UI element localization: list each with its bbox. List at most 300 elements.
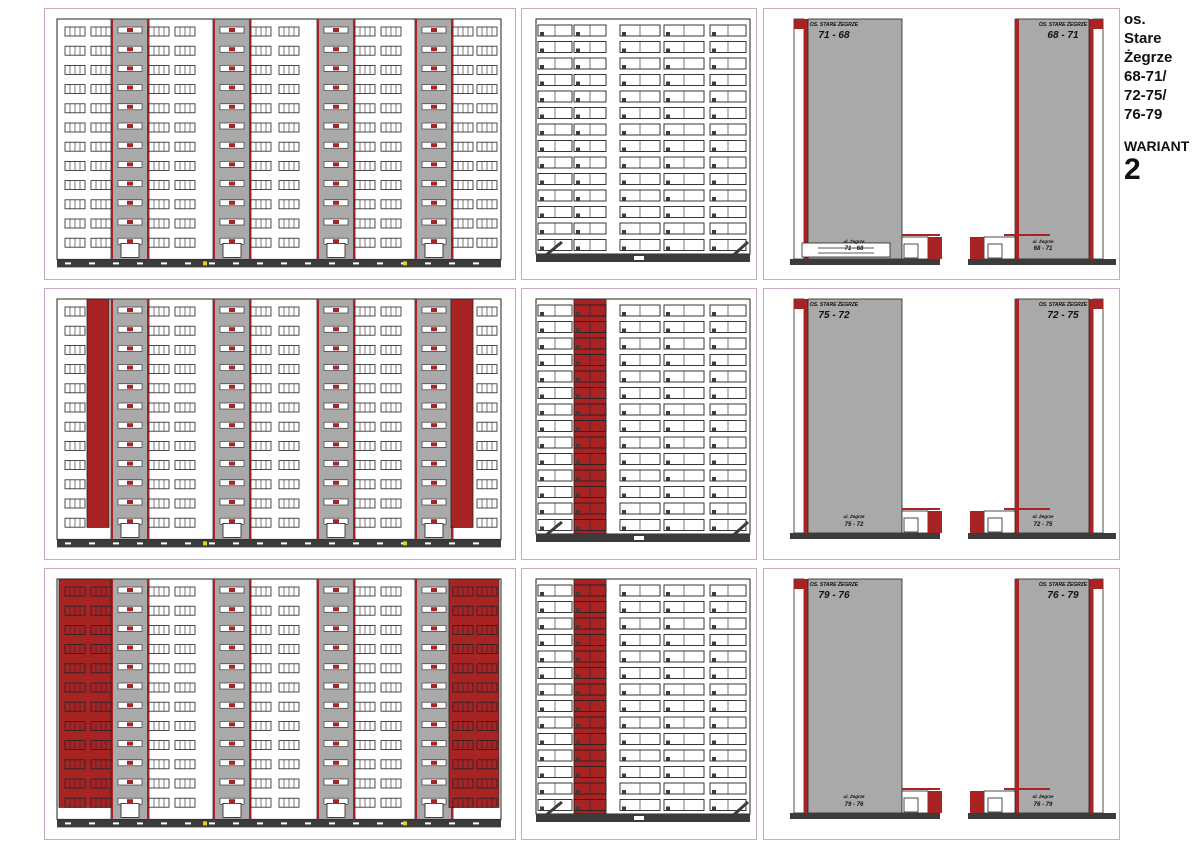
core-window-panel [333,66,339,70]
loggia-post [622,82,626,86]
core-window-panel [333,423,339,427]
plinth [57,259,501,267]
loggia-post [712,247,716,251]
basement-window [209,542,215,544]
core-window-panel [127,404,133,408]
loggia-post [622,790,626,794]
gable-edge-red [804,299,808,533]
loggia-post [576,181,580,185]
loggia-post [622,148,626,152]
porch-red [928,791,942,813]
entrance-door [223,523,241,537]
core-window-panel [431,143,437,147]
lamp [203,821,207,825]
basement-window [473,822,479,824]
core-window-panel [127,780,133,784]
basement-window [353,542,359,544]
core-window-panel [229,346,235,350]
building-numbers-1: 68-71/ [1124,68,1167,85]
facade [57,579,501,827]
loggia-post [666,658,670,662]
porch-red [970,791,984,813]
core-window-panel [431,626,437,630]
loggia-post [622,708,626,712]
core-window-panel [333,442,339,446]
loggia-post [666,592,670,596]
loggia-post [622,312,626,316]
entrance-door [425,523,443,537]
gable-right-street: ul. Żegrze [1032,514,1054,519]
rear-outline [536,579,750,814]
loggia-post [540,131,544,135]
porch-door [988,518,1002,532]
gable-cap [794,579,806,589]
loggia-post [622,675,626,679]
gable-wall [808,19,902,259]
core-window-panel [333,665,339,669]
basement-window [257,262,263,264]
core-window-panel [229,366,235,370]
loggia-post [576,609,580,613]
gable-right-estate: OS. STARE ŻEGRZE [1038,582,1088,588]
loggia-post [576,642,580,646]
gable-wall [1015,579,1089,813]
loggia-post [576,164,580,168]
entrance-door [121,803,139,817]
core-window-panel [127,442,133,446]
loggia-post [540,774,544,778]
gable-edge-red [804,579,808,813]
gable-right-street: ul. Żegrze [1032,794,1054,799]
gable-elevation-drawing-3 [764,569,1119,839]
loggia-post [666,312,670,316]
core-window-panel [229,182,235,186]
loggia-post [666,724,670,728]
core-window-panel [431,201,437,205]
basement-window [281,822,287,824]
loggia-post [540,32,544,36]
loggia-post [540,675,544,679]
loggia-post [666,362,670,366]
loggia-post [576,98,580,102]
rear-door [634,816,644,820]
loggia-post [540,510,544,514]
rear-elevation-panel-1 [521,8,757,280]
basement-window [281,542,287,544]
loggia-post [712,642,716,646]
basement-window [185,262,191,264]
loggia-post [540,708,544,712]
loggia-post [712,214,716,218]
loggia-post [540,164,544,168]
core-window-panel [431,385,437,389]
gable-wall [808,299,902,533]
porch-door [988,244,1002,258]
variant-number: 2 [1124,153,1141,186]
loggia-post [666,32,670,36]
loggia-post [712,477,716,481]
basement-window [161,822,167,824]
gable-pair [790,299,1116,539]
loggia-post [712,724,716,728]
core-window-panel [333,239,339,243]
gable-wall [1015,299,1089,533]
estate-prefix: os. [1124,11,1146,28]
loggia-post [576,691,580,695]
basement-window [209,822,215,824]
rear-elevation-drawing-1 [522,9,756,279]
core-window-panel [127,665,133,669]
gable-right-numbers: 76 - 79 [1047,590,1079,601]
gable-left-numbers: 79 - 76 [818,590,850,601]
basement-window [473,542,479,544]
loggia-post [712,131,716,135]
core-window-panel [127,500,133,504]
core-window-panel [431,346,437,350]
porch-red [928,511,942,533]
loggia-post [622,592,626,596]
loggia-post [576,708,580,712]
core-window-panel [431,500,437,504]
core-window-panel [127,182,133,186]
loggia-post [540,691,544,695]
loggia-post [666,774,670,778]
loggia-post [540,494,544,498]
loggia-post [666,148,670,152]
rear-outline [536,19,750,254]
loggia-post [666,444,670,448]
loggia-post [540,757,544,761]
gable-elevation-panel-2 [763,288,1120,560]
core-window-panel [127,86,133,90]
gable-edge-red [804,19,808,259]
core-window-panel [127,703,133,707]
porch-door [904,244,918,258]
loggia-post [712,494,716,498]
loggia-post [666,197,670,201]
loggia-post [576,345,580,349]
loggia-post [622,757,626,761]
gable-right-street: ul. Żegrze [1032,239,1054,244]
core-window-panel [431,665,437,669]
loggia-post [666,428,670,432]
loggia-post [622,98,626,102]
loggia-post [666,790,670,794]
loggia-post [540,625,544,629]
core-window-panel [333,124,339,128]
core-window-panel [333,366,339,370]
core-window-panel [127,799,133,803]
loggia-post [576,49,580,53]
loggia-post [622,411,626,415]
core-window-panel [333,761,339,765]
loggia-post [666,329,670,333]
core-window-panel [229,28,235,32]
loggia-post [576,214,580,218]
loggia-post [712,65,716,69]
loggia-post [712,230,716,234]
core-window-panel [333,722,339,726]
core-window-panel [333,86,339,90]
core-window-panel [229,220,235,224]
loggia-post [576,807,580,811]
loggia-post [622,461,626,465]
core-window-panel [229,665,235,669]
loggia-post [712,82,716,86]
core-window-panel [229,86,235,90]
loggia-post [576,461,580,465]
loggia-post [622,807,626,811]
core-window-panel [127,47,133,51]
core-window-panel [333,462,339,466]
loggia-post [576,362,580,366]
basement-window [113,822,119,824]
core-window-panel [127,761,133,765]
loggia-post [712,757,716,761]
core-window-panel [431,703,437,707]
loggia-post [576,65,580,69]
variant-label: WARIANT [1124,138,1190,154]
loggia-post [540,428,544,432]
front-elevation-drawing-3 [45,569,515,839]
rear-elevation-panel-3 [521,568,757,840]
core-window-panel [333,519,339,523]
core-window-panel [431,366,437,370]
entrance-door [223,803,241,817]
rear-elevation-drawing-3 [522,569,756,839]
core-window-panel [431,220,437,224]
gable-right-estate: OS. STARE ŻEGRZE [1038,302,1088,308]
front-elevation-panel-1 [44,8,516,280]
core-window-panel [333,780,339,784]
loggia-post [576,592,580,596]
loggia-post [666,181,670,185]
basement-window [65,822,71,824]
porch-door [988,798,1002,812]
core-window-panel [229,47,235,51]
core-window-panel [431,442,437,446]
loggia-post [712,98,716,102]
loggia-post [540,378,544,382]
loggia-post [622,625,626,629]
basement-window [329,822,335,824]
basement-window [137,822,143,824]
basement-window [89,262,95,264]
loggia-post [666,675,670,679]
loggia-post [712,609,716,613]
core-window-panel [229,742,235,746]
core-window-panel [229,423,235,427]
entrance-door [425,243,443,257]
lamp [403,261,407,265]
red-loggia-stripe [574,579,606,814]
loggia-post [622,691,626,695]
gable-edge-red [1089,19,1093,259]
loggia-post [540,115,544,119]
loggia-post [712,428,716,432]
loggia-post [540,477,544,481]
loggia-post [540,658,544,662]
rear-elevation-panel-2 [521,288,757,560]
gable-edge-red [1089,299,1093,533]
gable-left-entry: 71 - 68 [844,246,864,252]
loggia-post [712,395,716,399]
basement-window [89,542,95,544]
loggia-post [576,774,580,778]
loggia-post [622,428,626,432]
loggia-post [576,395,580,399]
loggia-post [666,65,670,69]
lamp [403,541,407,545]
loggia-post [622,395,626,399]
core-window-panel [333,327,339,331]
basement-window [425,262,431,264]
gable-right-entry: 68 - 71 [1033,246,1053,252]
loggia-post [622,214,626,218]
loggia-post [712,461,716,465]
loggia-post [622,115,626,119]
loggia-post [576,115,580,119]
core-window-panel [333,742,339,746]
gable-side-wall [794,579,804,813]
basement-window [185,542,191,544]
plinth [57,539,501,547]
rear-facade [536,19,750,262]
core-window-panel [431,684,437,688]
core-window-panel [431,86,437,90]
core-window-panel [229,143,235,147]
core-window-panel [431,588,437,592]
loggia-post [712,181,716,185]
loggia-post [666,98,670,102]
building-numbers-3: 76-79 [1124,106,1163,123]
loggia-post [712,658,716,662]
gable-base [790,259,940,265]
loggia-post [712,345,716,349]
basement-window [113,542,119,544]
facade [57,299,501,547]
gable-cap [1091,579,1103,589]
loggia-post [666,807,670,811]
core-window-panel [333,162,339,166]
gable-right-numbers: 72 - 75 [1047,310,1079,321]
loggia-post [540,527,544,531]
core-window-panel [333,308,339,312]
core-window-panel [127,519,133,523]
loggia-post [576,131,580,135]
loggia-post [576,378,580,382]
gable-elevation-drawing-2 [764,289,1119,559]
loggia-post [666,214,670,218]
basement-window [89,822,95,824]
basement-window [353,822,359,824]
gable-left-estate: OS. STARE ŻEGRZE [809,582,859,588]
core-window-panel [229,481,235,485]
core-window-panel [333,703,339,707]
entrance-door [425,803,443,817]
variant-title-block [1124,10,1198,186]
loggia-post [576,658,580,662]
estate-name-1: Stare [1124,30,1162,47]
basement-window [305,822,311,824]
core-window-panel [333,626,339,630]
rear-door [634,256,644,260]
core-window-panel [333,481,339,485]
loggia-post [540,82,544,86]
loggia-post [666,115,670,119]
rear-facade [536,299,750,542]
loggia-post [540,345,544,349]
loggia-post [540,148,544,152]
loggia-post [712,49,716,53]
rear-elevation-drawing-2 [522,289,756,559]
core-window-panel [431,105,437,109]
core-window-panel [229,646,235,650]
basement-window [425,822,431,824]
gable-right-estate: OS. STARE ŻEGRZE [1038,22,1088,28]
gable-edge-red [1089,579,1093,813]
core-window-panel [127,646,133,650]
loggia-post [712,148,716,152]
loggia-post [540,247,544,251]
basement-window [281,262,287,264]
loggia-post [622,444,626,448]
entrance-door [223,243,241,257]
loggia-post [540,362,544,366]
core-window-panel [127,162,133,166]
loggia-post [576,477,580,481]
red-balcony-stripe [451,299,473,527]
loggia-post [622,609,626,613]
loggia-post [540,642,544,646]
core-window-panel [431,47,437,51]
loggia-post [622,197,626,201]
loggia-post [666,527,670,531]
front-elevation-panel-2 [44,288,516,560]
basement-window [329,262,335,264]
porch-red [970,511,984,533]
basement-window [257,822,263,824]
core-window-panel [333,588,339,592]
core-window-panel [127,462,133,466]
entrance-door [327,523,345,537]
core-window-panel [431,742,437,746]
loggia-post [712,411,716,415]
basement-window [65,262,71,264]
core-window-panel [229,404,235,408]
loggia-post [540,807,544,811]
loggia-post [666,477,670,481]
loggia-post [540,411,544,415]
loggia-post [666,642,670,646]
loggia-post [540,214,544,218]
basement-window [137,262,143,264]
core-window-panel [333,646,339,650]
core-window-panel [229,519,235,523]
loggia-post [576,741,580,745]
loggia-post [576,247,580,251]
gable-right-entry: 76 - 79 [1033,802,1053,808]
loggia-post [666,230,670,234]
rear-door [634,536,644,540]
loggia-post [622,164,626,168]
core-window-panel [333,105,339,109]
gable-left-entry: 75 - 72 [844,522,864,528]
gable-cap [794,299,806,309]
loggia-post [622,181,626,185]
entrance-door [327,243,345,257]
basement-window [425,542,431,544]
